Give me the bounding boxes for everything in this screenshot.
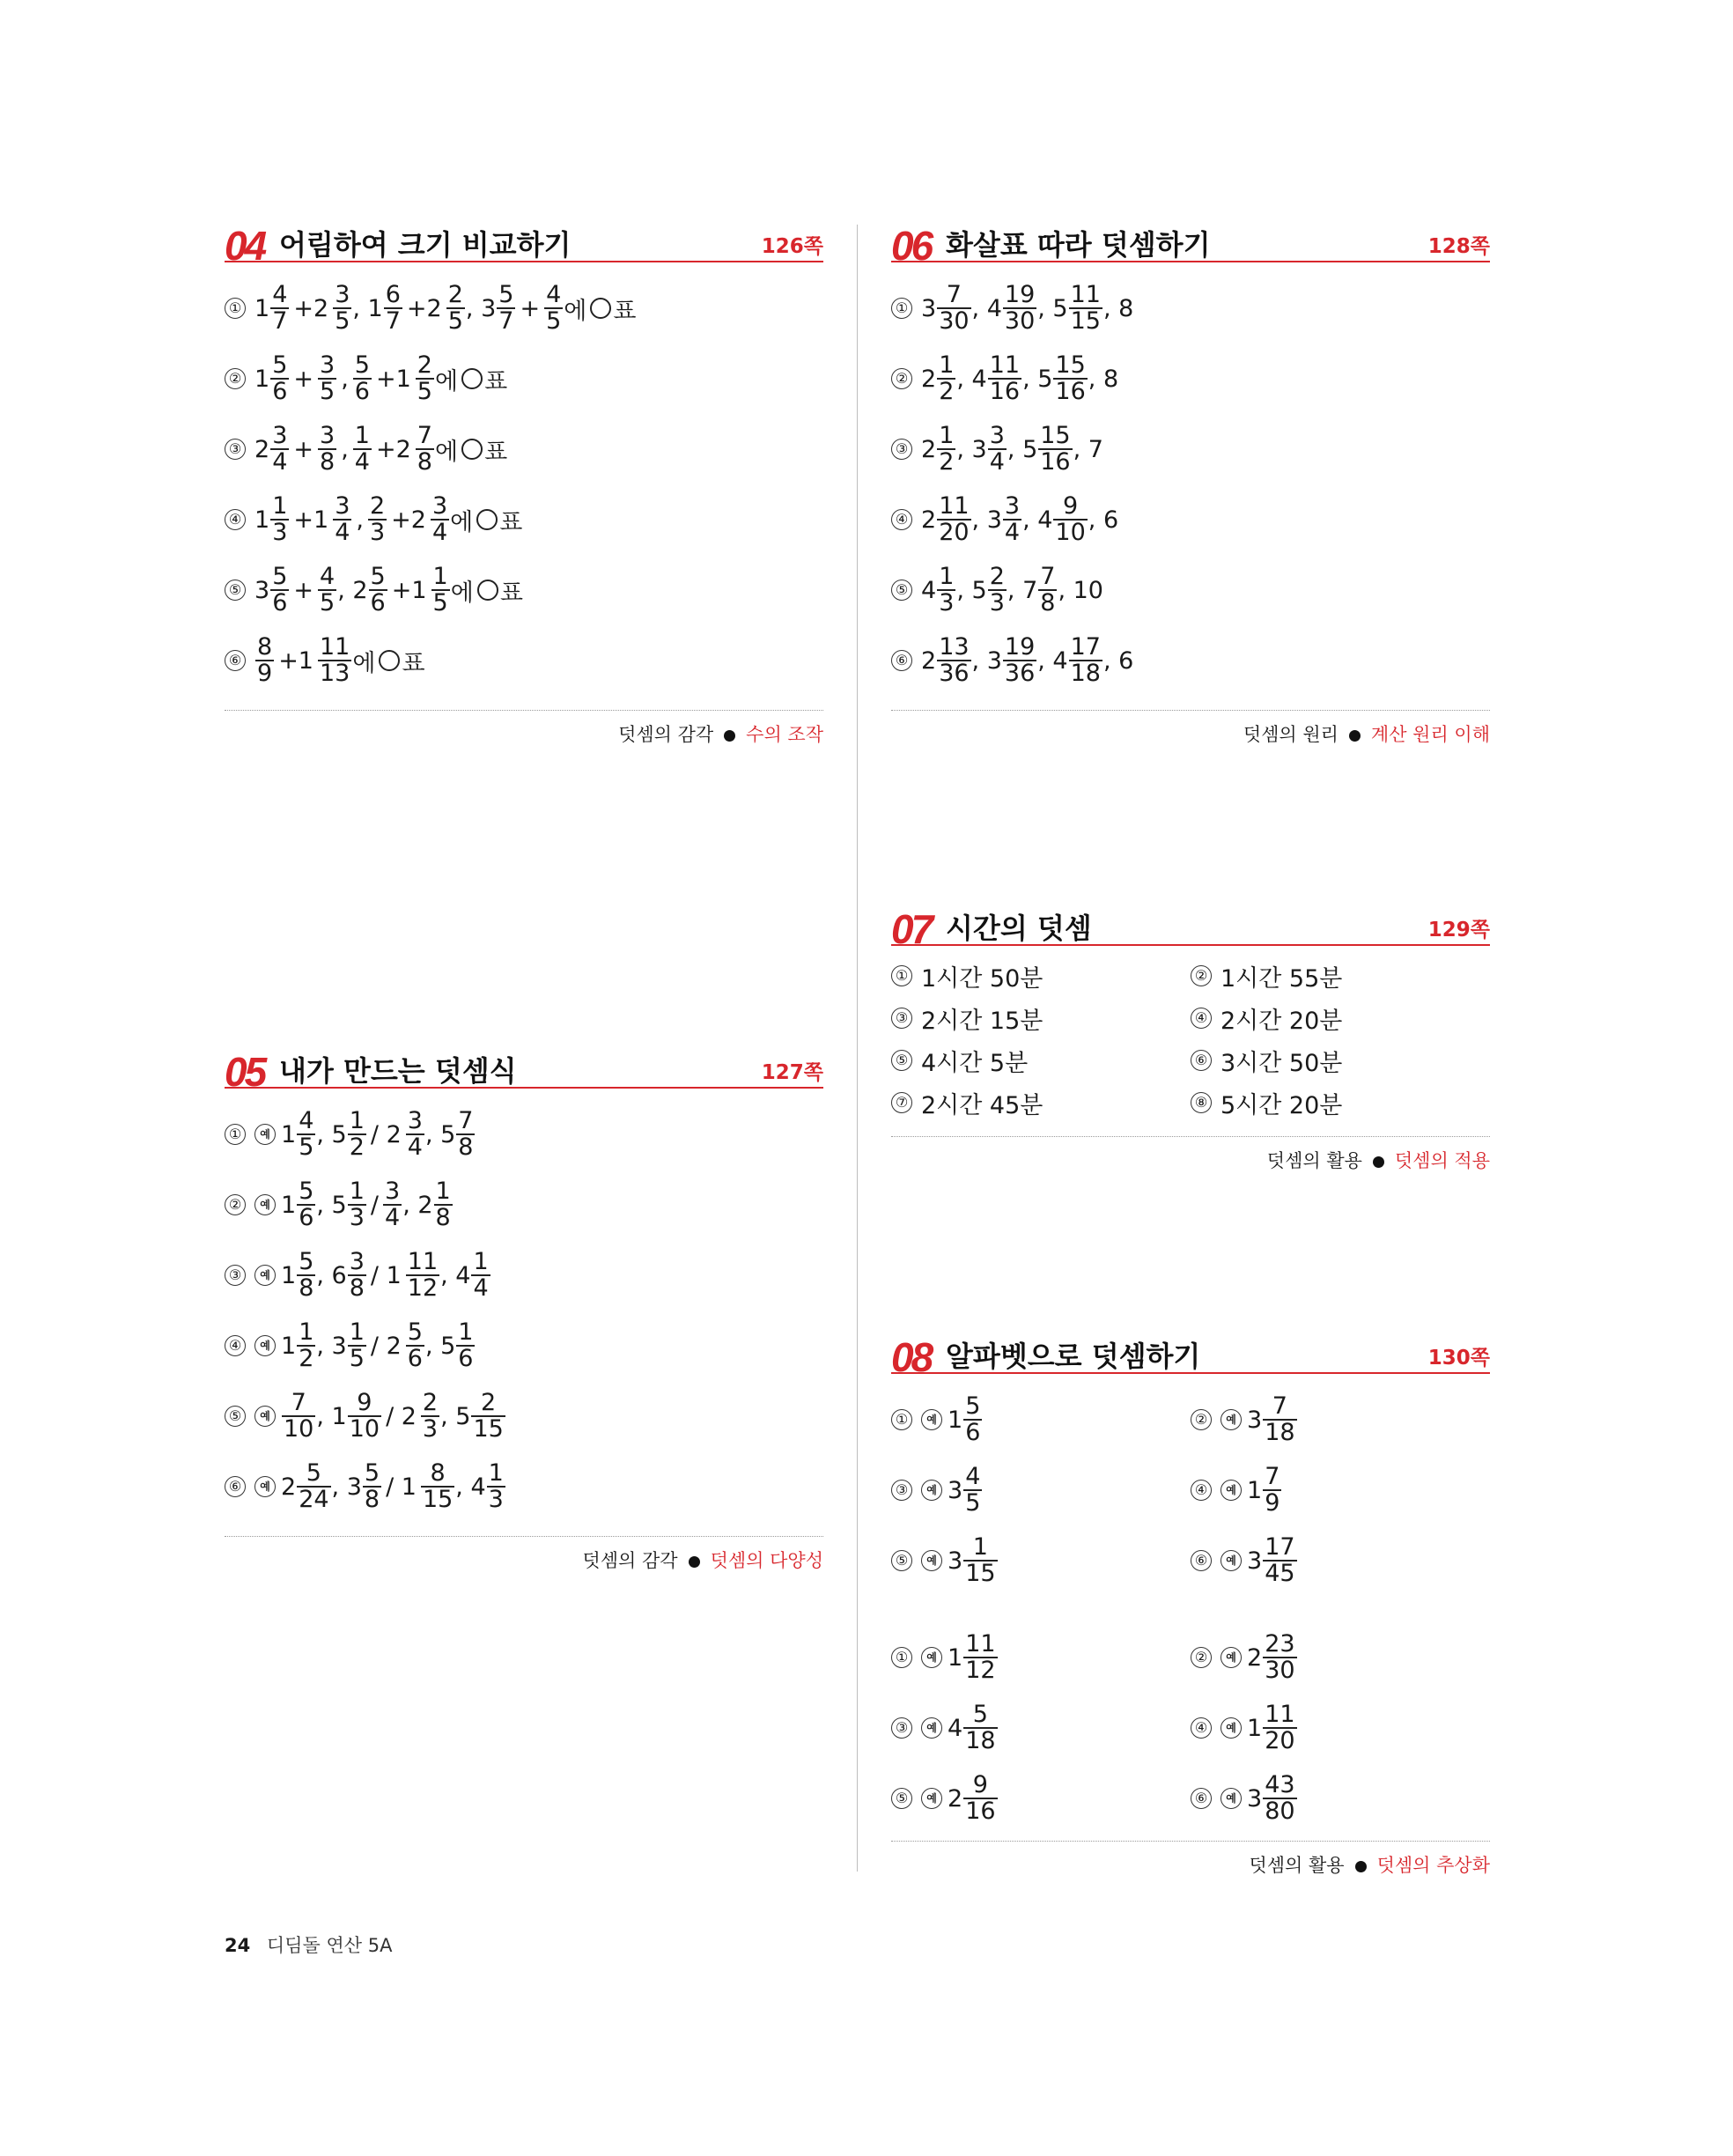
fraction: $\frac{11}{20}$ <box>939 491 970 546</box>
answer-item: ② 예 3 $\frac{7}{18}$ <box>1191 1384 1490 1455</box>
fraction: $\frac{7}{30}$ <box>939 280 970 335</box>
example-mark: 예 <box>921 1409 942 1430</box>
section-number: 08 <box>891 1334 932 1380</box>
section-title: 화살표 따라 덧셈하기 <box>946 228 1211 262</box>
fraction: $\frac{5}{8}$ <box>364 1458 380 1513</box>
section-04-footer: 덧셈의 감각 수의 조작 <box>618 724 823 745</box>
fraction: $\frac{7}{18}$ <box>1265 1392 1295 1446</box>
example-mark: 예 <box>1220 1647 1242 1668</box>
section-number: 07 <box>891 906 932 952</box>
fraction: $\frac{7}{8}$ <box>1040 562 1056 617</box>
answer-line: ② 예 1 $\frac{5}{6}$ , 5 $\frac{1}{3}$ / $\frac{3}{4}$ , 2 $\frac{1}{8}$ <box>225 1170 823 1240</box>
answer-item: ⑤ 예 3 $\frac{1}{15}$ <box>891 1525 1191 1596</box>
item-marker: ① <box>891 965 912 986</box>
fraction: $\frac{1}{5}$ <box>432 562 448 617</box>
answer-line: ① 예 1 $\frac{4}{5}$ , 5 $\frac{1}{2}$ / 2 $\frac{3}{4}$ , 5 $\frac{7}{8}$ <box>225 1099 823 1170</box>
fraction: $\frac{4}{5}$ <box>320 562 336 617</box>
fraction: $\frac{8}{9}$ <box>257 632 273 687</box>
item-marker: ⑤ <box>891 1550 912 1571</box>
section-06 <box>891 220 1490 696</box>
fraction: $\frac{1}{3}$ <box>939 562 955 617</box>
example-mark: 예 <box>254 1265 276 1286</box>
fraction: $\frac{3}{4}$ <box>989 421 1005 476</box>
circle-mark-icon <box>379 650 400 671</box>
item-marker: ③ <box>225 439 246 460</box>
answer-item: ⑥ 예 3 $\frac{43}{80}$ <box>1191 1763 1490 1834</box>
fraction: $\frac{1}{8}$ <box>435 1177 451 1231</box>
answer-line: ⑥ 예 2 $\frac{5}{24}$ , 3 $\frac{5}{8}$ / 1 $\frac{8}{15}$ , 4 $\frac{1}{3}$ <box>225 1451 823 1522</box>
item-marker: ① <box>225 298 246 319</box>
divider <box>891 710 1490 711</box>
section-number: 06 <box>891 223 932 269</box>
item-marker: ⑤ <box>225 580 246 601</box>
column-divider <box>857 225 858 1872</box>
item-marker: ② <box>1191 965 1212 986</box>
answer-item: ④ 예 1 $\frac{11}{20}$ <box>1191 1693 1490 1763</box>
item-marker: ③ <box>225 1265 246 1286</box>
item-marker: ⑤ <box>891 1788 912 1809</box>
item-marker: ④ <box>891 509 912 530</box>
fraction: $\frac{3}{4}$ <box>272 421 288 476</box>
answer-item: ④ 2시간 20분 <box>1191 997 1490 1039</box>
bullet-icon <box>689 1556 700 1568</box>
item-marker: ① <box>225 1124 246 1145</box>
page-reference: 129쪽 <box>1427 919 1490 941</box>
example-mark: 예 <box>921 1788 942 1809</box>
answer-item: ③ 예 4 $\frac{5}{18}$ <box>891 1693 1191 1763</box>
circle-mark-icon <box>461 439 483 460</box>
example-mark: 예 <box>254 1335 276 1356</box>
item-marker: ⑥ <box>1191 1788 1212 1809</box>
circle-mark-icon <box>477 580 498 601</box>
fraction: $\frac{19}{30}$ <box>1004 280 1036 335</box>
book-title: 디딤돌 연산 5A <box>266 1935 393 1956</box>
answer-item: ① 예 1 $\frac{11}{12}$ <box>891 1622 1191 1693</box>
fraction: $\frac{4}{5}$ <box>299 1106 314 1161</box>
fraction: $\frac{7}{10}$ <box>284 1388 314 1443</box>
section-05-header <box>225 1046 823 1095</box>
answer-item: ① 예 1 $\frac{5}{6}$ <box>891 1384 1191 1455</box>
item-marker: ④ <box>225 1335 246 1356</box>
example-mark: 예 <box>1220 1550 1242 1571</box>
item-marker: ① <box>891 298 912 319</box>
circle-mark-icon <box>476 509 498 530</box>
section-04 <box>225 220 823 696</box>
circle-mark-icon <box>590 298 611 319</box>
fraction: $\frac{3}{4}$ <box>385 1177 401 1231</box>
fraction: $\frac{9}{10}$ <box>1055 491 1086 546</box>
answer-line: ③ 예 1 $\frac{5}{8}$ , 6 $\frac{3}{8}$ / 1 $\frac{11}{12}$ , 4 $\frac{1}{4}$ <box>225 1240 823 1311</box>
item-marker: ③ <box>891 1008 912 1029</box>
answer-item: ④ 예 1 $\frac{7}{9}$ <box>1191 1455 1490 1525</box>
fraction: $\frac{11}{12}$ <box>965 1629 996 1684</box>
fraction: $\frac{4}{5}$ <box>965 1462 981 1517</box>
answer-item: ⑦ 2시간 45분 <box>891 1082 1191 1124</box>
fraction: $\frac{17}{45}$ <box>1265 1532 1295 1587</box>
answer-item: ② 예 2 $\frac{23}{30}$ <box>1191 1622 1490 1693</box>
fraction: $\frac{2}{5}$ <box>417 351 432 405</box>
fraction: $\frac{2}{15}$ <box>473 1388 504 1443</box>
item-marker: ⑥ <box>225 650 246 671</box>
item-marker: ② <box>225 368 246 389</box>
section-08-footer: 덧셈의 활용 덧셈의 추상화 <box>1249 1855 1490 1876</box>
section-08-header <box>891 1332 1490 1380</box>
fraction: $\frac{3}{4}$ <box>1004 491 1021 546</box>
fraction: $\frac{1}{2}$ <box>939 421 955 476</box>
fraction: $\frac{4}{7}$ <box>272 280 288 335</box>
answer-line: ④ 1 $\frac{1}{3}$ +1 $\frac{3}{4}$ , $\frac{2}{3}$ +2 $\frac{3}{4}$ 에 표 <box>225 484 823 555</box>
divider <box>225 710 823 711</box>
item-marker: ⑧ <box>1191 1092 1212 1113</box>
answer-item: ① 1시간 50분 <box>891 955 1191 997</box>
example-mark: 예 <box>254 1194 276 1215</box>
example-mark: 예 <box>254 1124 276 1145</box>
item-marker: ⑥ <box>1191 1050 1212 1071</box>
answer-line: ① 1 $\frac{4}{7}$ +2 $\frac{3}{5}$ , 1 $\frac{6}{7}$ +2 $\frac{2}{5}$ , 3 $\frac{5}{7}$ + $\frac{4}{5}$ 에 표 <box>225 273 823 343</box>
section-number: 05 <box>225 1049 265 1095</box>
answer-line: ③ 2 $\frac{1}{2}$ , 3 $\frac{3}{4}$ , 5 $\frac{15}{16}$ , 7 <box>891 414 1490 484</box>
example-mark: 예 <box>921 1550 942 1571</box>
section-06-header <box>891 220 1490 269</box>
fraction: $\frac{9}{10}$ <box>349 1388 380 1443</box>
section-title: 어림하여 크기 비교하기 <box>279 228 572 262</box>
answer-line: ② 2 $\frac{1}{2}$ , 4 $\frac{11}{16}$ , 5 $\frac{15}{16}$ , 8 <box>891 343 1490 414</box>
item-marker: ⑤ <box>891 1050 912 1071</box>
fraction: $\frac{11}{20}$ <box>1265 1700 1295 1754</box>
answer-line: ④ 예 1 $\frac{1}{2}$ , 3 $\frac{1}{5}$ / 2 $\frac{5}{6}$ , 5 $\frac{1}{6}$ <box>225 1311 823 1381</box>
answer-item: ⑥ 3시간 50분 <box>1191 1039 1490 1082</box>
fraction: $\frac{11}{12}$ <box>407 1247 439 1302</box>
fraction: $\frac{3}{5}$ <box>320 351 336 405</box>
fraction: $\frac{13}{36}$ <box>939 632 970 687</box>
page-reference: 130쪽 <box>1427 1347 1490 1370</box>
item-marker: ⑥ <box>891 650 912 671</box>
item-marker: ⑥ <box>225 1476 246 1497</box>
fraction: $\frac{4}{5}$ <box>546 280 562 335</box>
fraction: $\frac{3}{5}$ <box>335 280 350 335</box>
circle-mark-icon <box>461 368 483 389</box>
fraction: $\frac{19}{36}$ <box>1004 632 1036 687</box>
item-marker: ② <box>1191 1647 1212 1668</box>
answer-line: ⑥ $\frac{8}{9}$ +1 $\frac{11}{13}$ 에 표 <box>225 625 823 696</box>
page-reference: 126쪽 <box>761 235 823 258</box>
section-title: 내가 만드는 덧셈식 <box>279 1054 517 1088</box>
item-marker: ⑤ <box>891 580 912 601</box>
section-number: 04 <box>225 223 265 269</box>
item-marker: ② <box>225 1194 246 1215</box>
answer-line: ① 3 $\frac{7}{30}$ , 4 $\frac{19}{30}$ , 5 $\frac{11}{15}$ , 8 <box>891 273 1490 343</box>
example-mark: 예 <box>1220 1788 1242 1809</box>
fraction: $\frac{5}{6}$ <box>965 1392 981 1446</box>
page-reference: 127쪽 <box>761 1061 823 1084</box>
divider <box>891 1136 1490 1137</box>
fraction: $\frac{3}{8}$ <box>349 1247 365 1302</box>
fraction: $\frac{1}{2}$ <box>349 1106 365 1161</box>
fraction: $\frac{5}{24}$ <box>299 1458 329 1513</box>
bullet-icon <box>724 730 735 742</box>
fraction: $\frac{1}{3}$ <box>272 491 288 546</box>
section-title: 알파벳으로 덧셈하기 <box>946 1340 1201 1373</box>
fraction: $\frac{1}{3}$ <box>349 1177 365 1231</box>
fraction: $\frac{3}{4}$ <box>335 491 350 546</box>
fraction: $\frac{2}{5}$ <box>447 280 463 335</box>
fraction: $\frac{2}{3}$ <box>989 562 1005 617</box>
item-marker: ③ <box>891 1480 912 1501</box>
fraction: $\frac{15}{16}$ <box>1055 351 1086 405</box>
fraction: $\frac{11}{13}$ <box>320 632 350 687</box>
fraction: $\frac{3}{8}$ <box>320 421 336 476</box>
bullet-icon <box>1373 1156 1384 1168</box>
answer-line: ⑥ 2 $\frac{13}{36}$ , 3 $\frac{19}{36}$ , 4 $\frac{17}{18}$ , 6 <box>891 625 1490 696</box>
fraction: $\frac{5}{6}$ <box>272 562 288 617</box>
fraction: $\frac{7}{8}$ <box>417 421 432 476</box>
answer-item: ⑧ 5시간 20분 <box>1191 1082 1490 1124</box>
section-06-footer: 덧셈의 원리 계산 원리 이해 <box>1243 724 1490 745</box>
fraction: $\frac{2}{3}$ <box>422 1388 439 1443</box>
fraction: $\frac{5}{6}$ <box>299 1177 314 1231</box>
section-07 <box>891 904 1490 1124</box>
answer-line: ⑤ 예 $\frac{7}{10}$ , 1 $\frac{9}{10}$ / 2 $\frac{2}{3}$ , 5 $\frac{2}{15}$ <box>225 1381 823 1451</box>
divider <box>891 1841 1490 1842</box>
example-mark: 예 <box>921 1647 942 1668</box>
item-marker: ① <box>891 1409 912 1430</box>
fraction: $\frac{2}{3}$ <box>369 491 386 546</box>
fraction: $\frac{7}{9}$ <box>1265 1462 1280 1517</box>
fraction: $\frac{1}{6}$ <box>458 1318 474 1372</box>
example-mark: 예 <box>921 1480 942 1501</box>
bullet-icon <box>1349 730 1361 742</box>
answer-line: ③ 2 $\frac{3}{4}$ + $\frac{3}{8}$ , $\frac{1}{4}$ +2 $\frac{7}{8}$ 에 표 <box>225 414 823 484</box>
answer-item: ③ 2시간 15분 <box>891 997 1191 1039</box>
item-marker: ⑦ <box>891 1092 912 1113</box>
fraction: $\frac{5}{7}$ <box>498 280 514 335</box>
section-05 <box>225 1046 823 1522</box>
answer-line: ⑤ 3 $\frac{5}{6}$ + $\frac{4}{5}$ , 2 $\frac{5}{6}$ +1 $\frac{1}{5}$ 에 표 <box>225 555 823 625</box>
fraction: $\frac{5}{6}$ <box>370 562 386 617</box>
item-marker: ③ <box>891 1717 912 1739</box>
answer-item: ③ 예 3 $\frac{4}{5}$ <box>891 1455 1191 1525</box>
fraction: $\frac{3}{4}$ <box>431 491 448 546</box>
example-mark: 예 <box>254 1406 276 1427</box>
item-marker: ① <box>891 1647 912 1668</box>
item-marker: ④ <box>1191 1480 1212 1501</box>
item-marker: ④ <box>1191 1717 1212 1739</box>
answer-item: ⑤ 4시간 5분 <box>891 1039 1191 1082</box>
example-mark: 예 <box>1220 1480 1242 1501</box>
fraction: $\frac{6}{7}$ <box>385 280 401 335</box>
answer-item: ⑤ 예 2 $\frac{9}{16}$ <box>891 1763 1191 1834</box>
answer-line: ⑤ 4 $\frac{1}{3}$ , 5 $\frac{2}{3}$ , 7 $\frac{7}{8}$ , 10 <box>891 555 1490 625</box>
fraction: $\frac{23}{30}$ <box>1265 1629 1295 1684</box>
section-04-header <box>225 220 823 269</box>
fraction: $\frac{11}{15}$ <box>1070 280 1101 335</box>
fraction: $\frac{1}{15}$ <box>965 1532 996 1587</box>
bullet-icon <box>1355 1861 1367 1872</box>
fraction: $\frac{1}{2}$ <box>939 351 955 405</box>
fraction: $\frac{3}{4}$ <box>407 1106 423 1161</box>
example-mark: 예 <box>1220 1717 1242 1739</box>
fraction: $\frac{15}{16}$ <box>1040 421 1071 476</box>
page-number: 24 <box>225 1935 251 1956</box>
item-marker: ⑥ <box>1191 1550 1212 1571</box>
page-footer <box>225 1931 392 1958</box>
item-marker: ⑤ <box>225 1406 246 1427</box>
section-05-footer: 덧셈의 감각 덧셈의 다양성 <box>582 1550 823 1571</box>
divider <box>225 1536 823 1537</box>
fraction: $\frac{1}{5}$ <box>349 1318 365 1372</box>
item-marker: ② <box>891 368 912 389</box>
fraction: $\frac{1}{3}$ <box>488 1458 504 1513</box>
fraction: $\frac{17}{18}$ <box>1070 632 1101 687</box>
fraction: $\frac{1}{4}$ <box>473 1247 489 1302</box>
fraction: $\frac{11}{16}$ <box>989 351 1021 405</box>
fraction: $\frac{1}{4}$ <box>354 421 370 476</box>
example-mark: 예 <box>1220 1409 1242 1430</box>
example-mark: 예 <box>254 1476 276 1497</box>
section-title: 시간의 덧셈 <box>946 912 1092 945</box>
answer-item: ② 1시간 55분 <box>1191 955 1490 997</box>
fraction: $\frac{8}{15}$ <box>422 1458 454 1513</box>
item-marker: ② <box>1191 1409 1212 1430</box>
item-marker: ④ <box>1191 1008 1212 1029</box>
section-07-header <box>891 904 1490 952</box>
fraction: $\frac{43}{80}$ <box>1265 1770 1295 1825</box>
fraction: $\frac{7}{8}$ <box>458 1106 474 1161</box>
section-08 <box>891 1332 1490 1834</box>
fraction: $\frac{5}{6}$ <box>407 1318 423 1372</box>
fraction: $\frac{5}{6}$ <box>272 351 288 405</box>
item-marker: ③ <box>891 439 912 460</box>
fraction: $\frac{5}{6}$ <box>354 351 370 405</box>
answer-item: ⑥ 예 3 $\frac{17}{45}$ <box>1191 1525 1490 1596</box>
fraction: $\frac{5}{8}$ <box>299 1247 314 1302</box>
fraction: $\frac{1}{2}$ <box>299 1318 314 1372</box>
fraction: $\frac{5}{18}$ <box>965 1700 996 1754</box>
fraction: $\frac{9}{16}$ <box>965 1770 996 1825</box>
item-marker: ④ <box>225 509 246 530</box>
section-07-footer: 덧셈의 활용 덧셈의 적용 <box>1266 1150 1490 1171</box>
example-mark: 예 <box>921 1717 942 1739</box>
answer-line: ④ 2 $\frac{11}{20}$ , 3 $\frac{3}{4}$ , 4 $\frac{9}{10}$ , 6 <box>891 484 1490 555</box>
page-reference: 128쪽 <box>1427 235 1490 258</box>
answer-line: ② 1 $\frac{5}{6}$ + $\frac{3}{5}$ , $\frac{5}{6}$ +1 $\frac{2}{5}$ 에 표 <box>225 343 823 414</box>
